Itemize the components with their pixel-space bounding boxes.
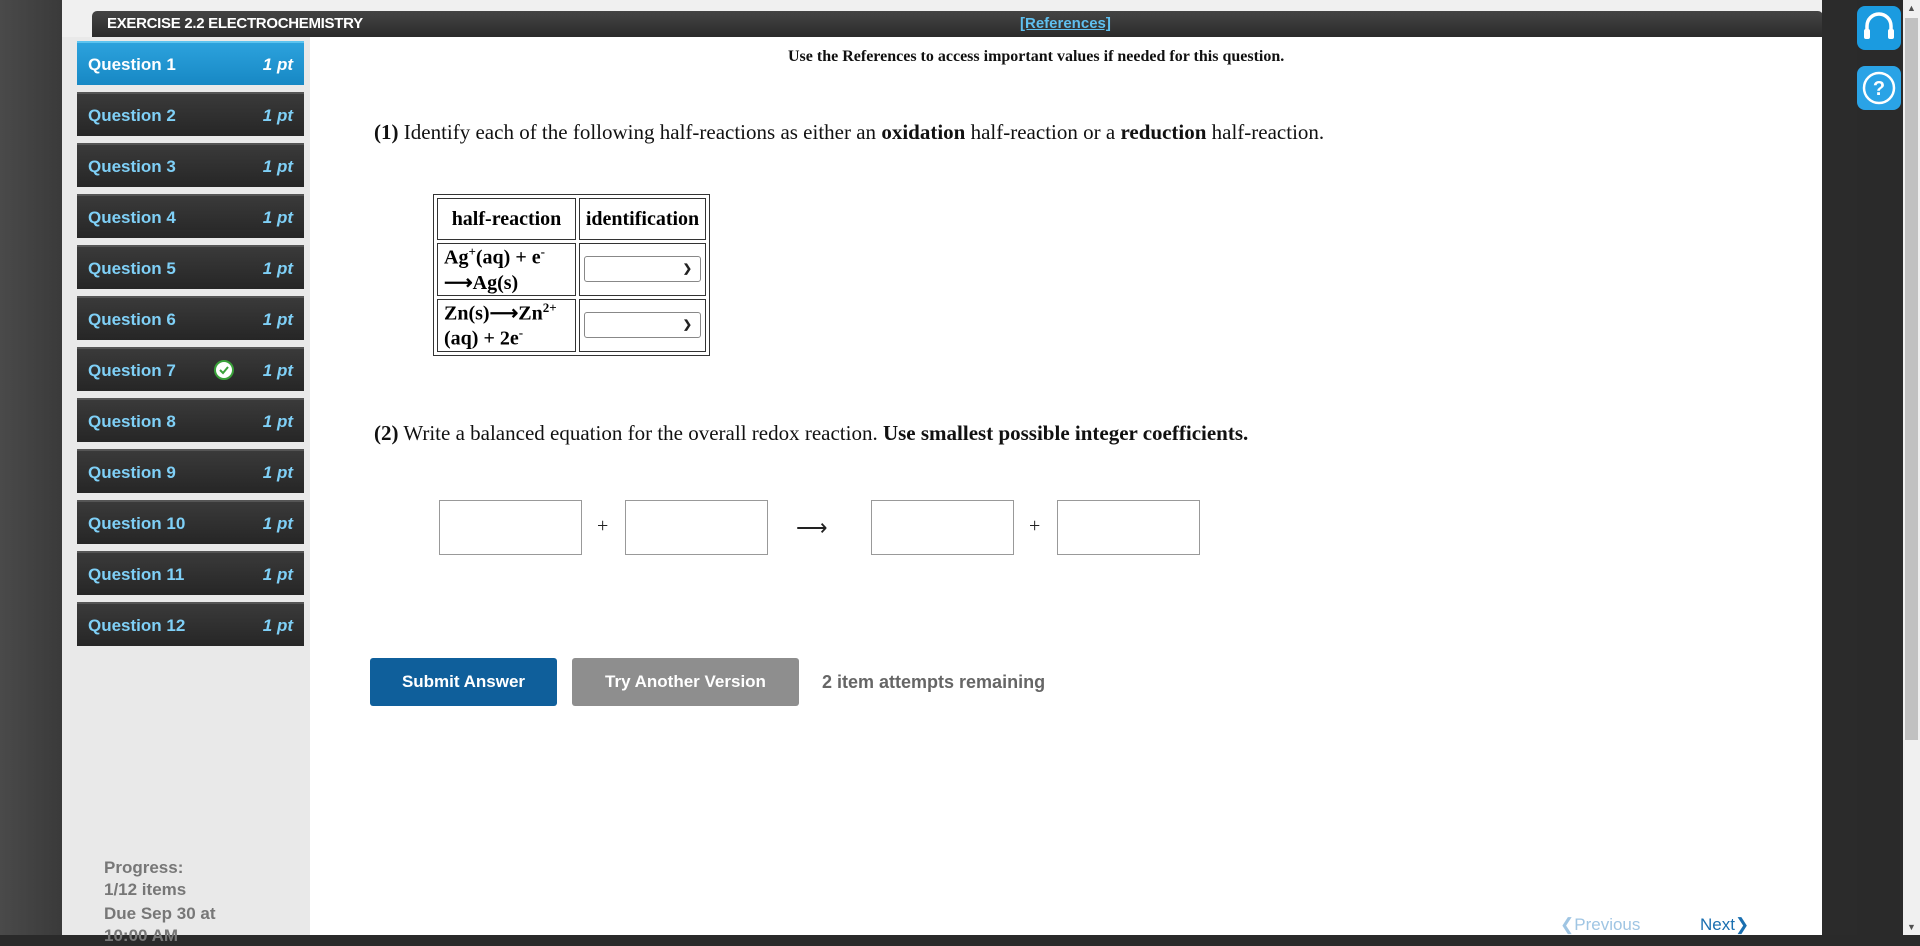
question-label: Question 10 [88, 514, 186, 533]
headset-icon[interactable] [1857, 6, 1901, 50]
header-half-reaction: half-reaction [437, 198, 576, 240]
plus-sign-1: + [597, 515, 609, 537]
sidebar-question-2[interactable] [77, 92, 304, 136]
left-gutter [0, 0, 62, 935]
identification-select-1[interactable] [584, 256, 701, 282]
question-points: 1 pt [262, 616, 293, 635]
sidebar-question-7[interactable] [77, 347, 304, 391]
part2-number: (2) [374, 421, 399, 445]
due-date: Due Sep 30 at [104, 904, 216, 923]
half-reaction-1: Ag+(aq) + e-⟶Ag(s) [437, 243, 576, 296]
sidebar-question-6[interactable] [77, 296, 304, 340]
chevron-left-icon: ❮ [1560, 915, 1575, 934]
part1-text-c: half-reaction. [1206, 120, 1325, 144]
exercise-title: EXERCISE 2.2 ELECTROCHEMISTRY [107, 15, 363, 32]
sidebar-question-11[interactable] [77, 551, 304, 595]
question-points: 1 pt [262, 106, 293, 125]
try-another-version-button[interactable]: Try Another Version [572, 658, 799, 706]
chevron-down-icon: ❯ [682, 263, 692, 276]
part2-text: Write a balanced equation for the overall redox reaction. [398, 421, 883, 445]
part1-bold-oxidation: oxidation [881, 120, 966, 144]
question-points: 1 pt [262, 412, 293, 431]
reaction-arrow: ⟶ [796, 515, 828, 540]
identification-select-2[interactable] [584, 312, 701, 338]
question-mark-icon[interactable] [1857, 66, 1901, 110]
question-points: 1 pt [262, 259, 293, 278]
attempts-remaining: 2 item attempts remaining [822, 672, 1046, 692]
part1-text-a: Identify each of the following half-reactions as either an [403, 120, 882, 144]
scrollbar-thumb[interactable] [1905, 18, 1918, 740]
part1-bold-reduction: reduction [1120, 120, 1207, 144]
sidebar-question-10[interactable] [77, 500, 304, 544]
part2-bold-instruction: Use smallest possible integer coefficients. [882, 421, 1249, 445]
question-label: Question 6 [88, 310, 176, 329]
sidebar-question-8[interactable] [77, 398, 304, 442]
reactant-1-input[interactable] [439, 500, 582, 555]
question-label: Question 12 [88, 616, 186, 635]
question-points: 1 pt [262, 208, 293, 227]
question-label: Question 9 [88, 463, 176, 482]
page-scrollbar[interactable] [1903, 0, 1920, 935]
question-label: Question 1 [88, 55, 176, 74]
question-label: Question 3 [88, 157, 176, 176]
question-label: Question 11 [88, 565, 185, 584]
next-label: Next [1700, 915, 1735, 934]
scroll-down-arrow-icon[interactable]: ▼ [1907, 922, 1916, 932]
previous-link[interactable] [1560, 915, 1640, 935]
question-label: Question 8 [88, 412, 176, 431]
chevron-down-icon: ❯ [682, 319, 692, 332]
progress-value: 1/12 items [104, 880, 187, 899]
part2-prompt [374, 421, 1248, 446]
header-identification: identification [579, 198, 706, 240]
question-label: Question 2 [88, 106, 176, 125]
question-points: 1 pt [262, 565, 293, 584]
question-points: 1 pt [262, 310, 293, 329]
question-points: 1 pt [262, 361, 293, 380]
svg-text:?: ? [1872, 78, 1886, 100]
question-points: 1 pt [262, 157, 293, 176]
sidebar-question-5[interactable] [77, 245, 304, 289]
product-2-input[interactable] [1057, 500, 1200, 555]
submit-answer-button[interactable]: Submit Answer [370, 658, 557, 706]
part1-number: (1) [374, 120, 399, 144]
previous-label: Previous [1574, 915, 1641, 934]
question-points: 1 pt [262, 514, 293, 533]
chevron-right-icon: ❯ [1734, 915, 1750, 934]
checkmark-icon [214, 360, 234, 380]
part1-prompt [374, 120, 1324, 145]
references-link[interactable]: [References] [1020, 15, 1111, 32]
question-label: Question 5 [88, 259, 176, 278]
half-reaction-table [433, 194, 710, 356]
question-label: Question 7 [88, 361, 176, 380]
part1-text-b: half-reaction or a [965, 120, 1121, 144]
half-reaction-2: $Zn(s)⟶Zn^{2+}(aq) + 2e^-$ [437, 299, 576, 352]
references-note: Use the References to access important values if needed for this question. [788, 48, 1285, 65]
sidebar-question-4[interactable] [77, 194, 304, 238]
product-1-input[interactable] [871, 500, 1014, 555]
sidebar-question-12[interactable] [77, 602, 304, 646]
plus-sign-2: + [1029, 515, 1041, 537]
sidebar-question-3[interactable] [77, 143, 304, 187]
due-time: 10:00 AM [104, 926, 179, 945]
right-gutter [1822, 0, 1857, 935]
sidebar-question-9[interactable] [77, 449, 304, 493]
question-points: 1 pt [262, 55, 293, 74]
scroll-up-arrow-icon[interactable]: ▲ [1907, 3, 1916, 13]
question-content [310, 37, 1822, 935]
next-link[interactable] [1700, 915, 1749, 935]
reactant-2-input[interactable] [625, 500, 768, 555]
question-points: 1 pt [262, 463, 293, 482]
progress-label: Progress: [104, 858, 184, 877]
question-label: Question 4 [88, 208, 176, 227]
sidebar-question-1[interactable] [77, 41, 304, 85]
